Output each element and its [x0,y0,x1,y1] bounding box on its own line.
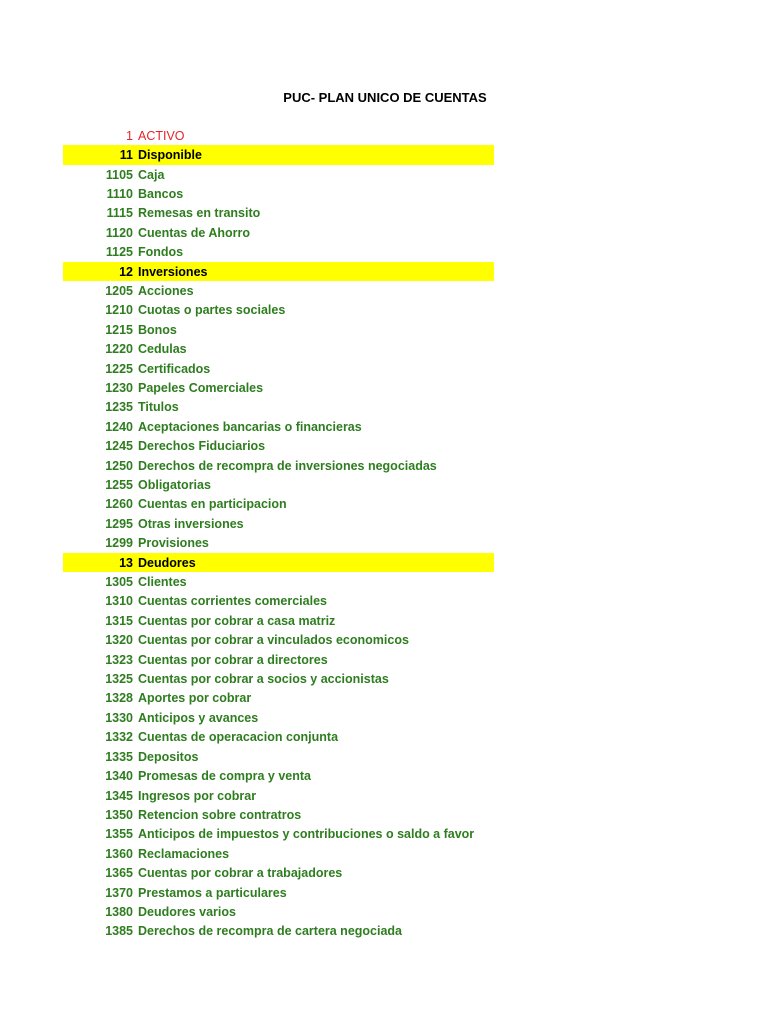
account-name: Aceptaciones bancarias o financieras [138,419,362,434]
account-name: Papeles Comerciales [138,380,264,395]
account-code: 1220 [105,342,133,357]
group-row [63,145,494,164]
account-row [63,786,494,805]
account-code: 1385 [105,924,133,939]
account-code: 1245 [105,439,133,454]
account-row [63,728,494,747]
account-row [63,475,494,494]
account-code: 1255 [105,478,133,493]
account-row [63,825,494,844]
account-name: Deudores varios [138,904,236,919]
page-title: PUC- PLAN UNICO DE CUENTAS [283,90,487,105]
account-row [63,766,494,785]
account-name: Cuentas corrientes comerciales [138,594,327,609]
account-code: 1320 [105,633,133,648]
account-code: 1380 [105,904,133,919]
account-name: Cuentas por cobrar a trabajadores [138,866,343,881]
account-name: Caja [138,167,165,182]
account-name: Derechos de recompra de inversiones negociadas [138,458,437,473]
account-row [63,592,494,611]
account-name: Acciones [138,283,194,298]
account-row [63,495,494,514]
account-row [63,242,494,261]
account-name: Cedulas [138,342,187,357]
account-code: 1355 [105,827,133,842]
account-name: Reclamaciones [138,846,230,861]
class-row [63,126,494,145]
account-code: 1328 [105,691,133,706]
account-code: 1305 [105,575,133,590]
account-row [63,844,494,863]
account-code: 1350 [105,807,133,822]
account-code: 1310 [105,594,133,609]
account-row [63,631,494,650]
account-name: ACTIVO [138,128,185,143]
account-code: 1110 [106,186,133,201]
account-code: 1323 [105,652,133,667]
account-row [63,378,494,397]
account-row [63,165,494,184]
account-code: 11 [119,148,133,163]
account-name: Otras inversiones [138,516,244,531]
account-row [63,320,494,339]
account-name: Deudores [138,555,196,570]
group-row [63,262,494,281]
account-row [63,456,494,475]
account-code: 1240 [105,419,133,434]
account-name: Fondos [138,245,184,260]
account-code: 1370 [105,885,133,900]
account-name: Provisiones [138,536,209,551]
account-row [63,922,494,941]
account-row [63,572,494,591]
account-code: 1315 [105,613,133,628]
account-row [63,301,494,320]
account-code: 12 [119,264,133,279]
account-code: 13 [119,555,133,570]
account-row [63,223,494,242]
account-code: 1210 [105,303,133,318]
account-name: Promesas de compra y venta [138,769,311,784]
account-name: Obligatorias [138,478,211,493]
account-row [63,708,494,727]
account-name: Depositos [138,749,199,764]
account-row [63,669,494,688]
account-name: Derechos de recompra de cartera negociada [138,924,403,939]
account-code: 1335 [105,749,133,764]
account-code: 1330 [105,710,133,725]
account-code: 1250 [105,458,133,473]
account-code: 1345 [105,788,133,803]
account-name: Retencion sobre contratros [138,807,302,822]
account-row [63,339,494,358]
account-code: 1205 [105,283,133,298]
account-code: 1295 [105,516,133,531]
account-row [63,437,494,456]
account-code: 1340 [105,769,133,784]
account-code: 1225 [105,361,133,376]
account-row [63,747,494,766]
account-name: Bancos [138,186,184,201]
account-name: Aportes por cobrar [138,691,252,706]
account-name: Anticipos y avances [138,710,259,725]
account-name: Derechos Fiduciarios [138,439,266,454]
account-name: Clientes [138,575,187,590]
account-code: 1260 [105,497,133,512]
account-name: Titulos [138,400,179,415]
account-code: 1120 [105,225,133,240]
account-code: 1115 [106,206,133,221]
account-code: 1105 [105,167,133,182]
group-row [63,553,494,572]
account-name: Cuentas de Ahorro [138,225,251,240]
account-code: 1365 [105,866,133,881]
account-name: Certificados [138,361,211,376]
account-name: Remesas en transito [138,206,261,221]
account-list [63,126,494,941]
account-row [63,883,494,902]
account-row [63,805,494,824]
account-row [63,902,494,921]
account-code: 1299 [105,536,133,551]
account-code: 1 [126,128,133,143]
account-row [63,184,494,203]
account-code: 1235 [105,400,133,415]
account-name: Cuentas de operacacion conjunta [138,730,339,745]
account-name: Cuentas en participacion [138,497,287,512]
account-row [63,534,494,553]
account-code: 1325 [105,672,133,687]
account-row [63,611,494,630]
account-name: Ingresos por cobrar [138,788,257,803]
account-name: Cuentas por cobrar a vinculados economicos [138,633,409,648]
account-name: Disponible [138,148,202,163]
account-name: Cuentas por cobrar a casa matriz [138,613,336,628]
account-row [63,650,494,669]
account-code: 1360 [105,846,133,861]
account-name: Cuentas por cobrar a directores [138,652,328,667]
account-name: Bonos [138,322,177,337]
account-name: Anticipos de impuestos y contribuciones o saldo a favor [138,827,475,842]
account-row [63,281,494,300]
account-row [63,359,494,378]
account-row [63,863,494,882]
account-row [63,689,494,708]
account-code: 1125 [105,245,133,260]
account-code: 1332 [105,730,133,745]
account-code: 1230 [105,380,133,395]
account-row [63,398,494,417]
account-name: Inversiones [138,264,208,279]
account-name: Prestamos a particulares [138,885,287,900]
account-row [63,417,494,436]
account-code: 1215 [105,322,133,337]
account-row [63,514,494,533]
account-name: Cuotas o partes sociales [138,303,286,318]
account-name: Cuentas por cobrar a socios y accionistas [138,672,389,687]
account-row [63,204,494,223]
